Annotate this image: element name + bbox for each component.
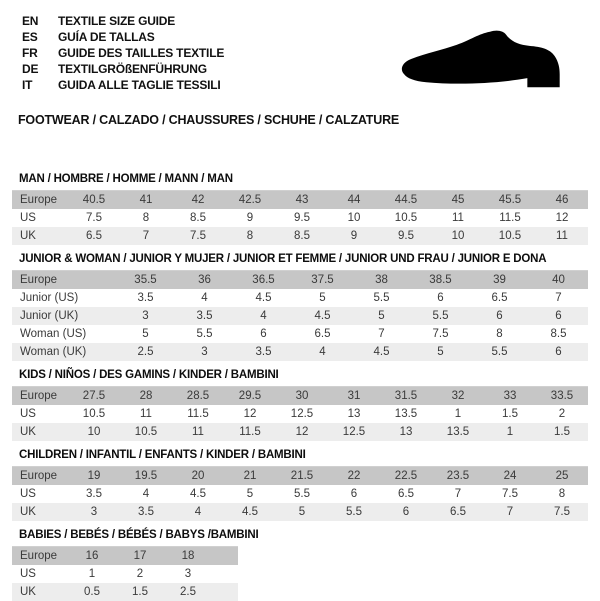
size-value-cell: 6 (496, 310, 503, 322)
size-value-cell: 10 (87, 426, 101, 438)
size-value-cell: 11 (192, 426, 204, 438)
size-value-cell: 2 (136, 568, 144, 580)
size-value-cell: 10.5 (498, 230, 522, 242)
size-value-cell: 16 (85, 550, 99, 562)
size-value-cell: 4.5 (255, 292, 272, 304)
size-value-cell: 7.5 (190, 230, 206, 242)
table-row (12, 209, 588, 227)
language-code: IT (22, 78, 33, 92)
size-value-cell: 13.5 (394, 408, 418, 420)
size-value-cell: 2.5 (180, 586, 196, 598)
size-value-cell: 10 (347, 212, 361, 224)
size-value-cell: 10.5 (394, 212, 418, 224)
section-man (0, 173, 600, 245)
size-value-cell: 8.5 (294, 230, 310, 242)
size-value-cell: 12.5 (342, 426, 366, 438)
language-title: TEXTILGRÖßENFÜHRUNG (58, 62, 207, 76)
size-value-cell: 7 (142, 230, 150, 242)
size-value-cell: 8 (246, 230, 254, 242)
size-value-cell: 41 (139, 194, 153, 206)
size-value-cell: 0.5 (84, 586, 100, 598)
table-row (12, 423, 588, 441)
size-value-cell: 6.5 (491, 292, 508, 304)
row-label: UK (20, 586, 36, 598)
table-row (12, 387, 588, 406)
table-row (12, 289, 588, 307)
table-row (12, 325, 588, 343)
language-code: ES (22, 30, 38, 44)
size-value-cell: 7 (506, 506, 514, 518)
size-value-cell: 2 (558, 408, 566, 420)
size-value-cell: 6.5 (314, 328, 331, 340)
size-value-cell: 38 (375, 274, 388, 286)
size-value-cell: 3 (184, 568, 192, 580)
size-value-cell: 31.5 (394, 390, 418, 402)
language-code: EN (22, 14, 39, 28)
category-title: FOOTWEAR / CALZADO / CHAUSSURES / SCHUHE / CALZATURE (18, 113, 400, 127)
row-label: US (20, 488, 36, 500)
row-label: Woman (US) (20, 328, 87, 340)
size-value-cell: 4.5 (314, 310, 331, 322)
section-title-man: MAN / HOMBRE / HOMME / MANN / MAN (19, 173, 233, 185)
table-row (12, 191, 588, 210)
size-value-cell: 1 (88, 568, 96, 580)
size-value-cell: 44.5 (394, 194, 418, 206)
section-babies (0, 529, 600, 601)
language-code: FR (22, 46, 38, 60)
children-size-table (12, 466, 588, 521)
size-value-cell: 4.5 (242, 506, 258, 518)
size-value-cell: 30 (295, 390, 309, 402)
size-value-cell: 11 (452, 212, 464, 224)
size-value-cell: 45 (451, 194, 465, 206)
size-value-cell: 5 (246, 488, 254, 500)
section-children (0, 449, 600, 521)
junior-woman-size-table (12, 270, 588, 361)
size-value-cell: 5 (437, 346, 444, 358)
size-value-cell: 28.5 (186, 390, 210, 402)
table-row (12, 583, 238, 601)
size-value-cell: 6.5 (86, 230, 102, 242)
size-value-cell: 46 (555, 194, 569, 206)
size-value-cell: 19 (87, 470, 101, 482)
dress-shoe-icon (398, 28, 590, 94)
size-value-cell: 43 (295, 194, 309, 206)
table-row (12, 503, 588, 521)
size-value-cell: 11.5 (187, 408, 209, 420)
header (0, 0, 600, 93)
size-value-cell: 22 (347, 470, 361, 482)
size-value-cell: 11.5 (239, 426, 261, 438)
table-row (12, 227, 588, 245)
size-value-cell: 2.5 (137, 346, 154, 358)
size-value-cell: 1.5 (554, 426, 570, 438)
size-value-cell: 44 (347, 194, 361, 206)
language-title: GUIDA ALLE TAGLIE TESSILI (58, 78, 221, 92)
row-label: US (20, 568, 36, 580)
babies-size-table (12, 546, 238, 601)
language-title: TEXTILE SIZE GUIDE (58, 14, 176, 28)
size-value-cell: 17 (133, 550, 147, 562)
size-tables (0, 173, 600, 601)
size-value-cell: 5.5 (346, 506, 362, 518)
section-junior-woman (0, 253, 600, 361)
size-value-cell: 33 (503, 390, 517, 402)
size-value-cell: 4 (319, 346, 326, 358)
size-value-cell: 4 (201, 292, 208, 304)
row-label: UK (20, 426, 36, 438)
size-value-cell: 5 (378, 310, 385, 322)
size-value-cell: 8 (496, 328, 503, 340)
size-value-cell: 3.5 (137, 292, 154, 304)
size-value-cell: 36.5 (252, 274, 275, 286)
size-value-cell: 13.5 (446, 426, 470, 438)
size-value-cell: 6 (555, 346, 562, 358)
size-value-cell: 23.5 (446, 470, 470, 482)
size-value-cell: 21.5 (290, 470, 314, 482)
size-value-cell: 3.5 (255, 346, 272, 358)
size-value-cell: 12 (295, 426, 309, 438)
size-value-cell: 33.5 (550, 390, 574, 402)
table-row (12, 343, 588, 361)
size-value-cell: 18 (181, 550, 195, 562)
section-title-junior-woman: JUNIOR & WOMAN / JUNIOR Y MUJER / JUNIOR ET FEMME / JUNIOR UND FRAU / JUNIOR E DONA (19, 253, 547, 265)
table-row (12, 467, 588, 486)
size-value-cell: 38.5 (429, 274, 452, 286)
size-value-cell: 3.5 (196, 310, 213, 322)
size-value-cell: 12 (243, 408, 257, 420)
row-label: UK (20, 506, 36, 518)
size-value-cell: 7 (378, 328, 385, 340)
size-value-cell: 5.5 (294, 488, 310, 500)
size-value-cell: 7.5 (554, 506, 570, 518)
size-value-cell: 37.5 (311, 274, 334, 286)
row-label: Woman (UK) (20, 346, 87, 358)
size-value-cell: 10.5 (82, 408, 106, 420)
size-value-cell: 3.5 (86, 488, 102, 500)
language-title: GUÍA DE TALLAS (58, 30, 155, 44)
kids-size-table (12, 386, 588, 441)
size-value-cell: 6 (350, 488, 358, 500)
section-kids (0, 369, 600, 441)
size-value-cell: 1.5 (132, 586, 148, 598)
table-row (12, 405, 588, 423)
size-value-cell: 20 (191, 470, 205, 482)
size-value-cell: 5 (319, 292, 326, 304)
size-value-cell: 6.5 (450, 506, 466, 518)
size-value-cell: 40 (552, 274, 565, 286)
size-value-cell: 5.5 (196, 328, 213, 340)
size-value-cell: 25 (555, 470, 569, 482)
size-value-cell: 24 (503, 470, 517, 482)
size-value-cell: 3.5 (138, 506, 154, 518)
section-title-babies: BABIES / BEBÉS / BÉBÉS / BABYS /BAMBINI (19, 529, 259, 541)
size-value-cell: 7 (454, 488, 462, 500)
row-label: US (20, 408, 36, 420)
size-value-cell: 27.5 (82, 390, 106, 402)
size-value-cell: 40.5 (82, 194, 106, 206)
row-label: UK (20, 230, 36, 242)
size-value-cell: 7 (555, 292, 562, 304)
size-value-cell: 39 (493, 274, 506, 286)
section-title-children: CHILDREN / INFANTIL / ENFANTS / KINDER / BAMBINI (19, 449, 306, 461)
size-value-cell: 11 (556, 230, 568, 242)
size-value-cell: 8.5 (550, 328, 567, 340)
row-label: Europe (20, 274, 58, 286)
size-value-cell: 35.5 (134, 274, 157, 286)
size-value-cell: 10 (451, 230, 465, 242)
size-value-cell: 9.5 (294, 212, 310, 224)
row-label: Europe (20, 194, 58, 206)
filler-cell (212, 565, 238, 583)
filler-cell (212, 547, 238, 566)
size-value-cell: 42.5 (238, 194, 262, 206)
row-label: Europe (20, 550, 58, 562)
row-label: Europe (20, 470, 58, 482)
size-value-cell: 45.5 (498, 194, 522, 206)
size-value-cell: 13 (399, 426, 413, 438)
language-title: GUIDE DES TAILLES TEXTILE (58, 46, 225, 60)
size-value-cell: 4 (260, 310, 267, 322)
row-label: US (20, 212, 36, 224)
size-value-cell: 1 (454, 408, 462, 420)
size-value-cell: 31 (347, 390, 361, 402)
size-value-cell: 6 (437, 292, 444, 304)
size-value-cell: 5 (298, 506, 306, 518)
language-row-en (22, 13, 600, 29)
row-label: Junior (UK) (20, 310, 79, 322)
size-value-cell: 22.5 (394, 470, 418, 482)
size-value-cell: 12 (555, 212, 569, 224)
size-value-cell: 3 (90, 506, 98, 518)
size-value-cell: 5.5 (432, 310, 449, 322)
size-value-cell: 6 (260, 328, 267, 340)
size-value-cell: 5.5 (373, 292, 390, 304)
size-value-cell: 29.5 (238, 390, 262, 402)
size-value-cell: 13 (347, 408, 361, 420)
table-row (12, 307, 588, 325)
size-value-cell: 8 (558, 488, 566, 500)
size-value-cell: 11 (140, 408, 152, 420)
size-value-cell: 4 (142, 488, 150, 500)
language-code: DE (22, 62, 39, 76)
table-row (12, 547, 238, 566)
size-value-cell: 19.5 (134, 470, 158, 482)
size-value-cell: 11.5 (499, 212, 521, 224)
size-value-cell: 8.5 (190, 212, 206, 224)
size-value-cell: 4.5 (190, 488, 206, 500)
size-value-cell: 36 (198, 274, 211, 286)
size-value-cell: 6.5 (398, 488, 414, 500)
section-title-kids: KIDS / NIÑOS / DES GAMINS / KINDER / BAMBINI (19, 369, 279, 381)
size-value-cell: 4 (194, 506, 202, 518)
filler-cell (212, 583, 238, 601)
size-value-cell: 4.5 (373, 346, 390, 358)
size-value-cell: 21 (243, 470, 257, 482)
size-value-cell: 5 (142, 328, 149, 340)
table-row (12, 565, 238, 583)
size-value-cell: 1 (506, 426, 514, 438)
size-value-cell: 7.5 (432, 328, 449, 340)
size-value-cell: 6 (555, 310, 562, 322)
size-value-cell: 3 (201, 346, 208, 358)
table-row (12, 271, 588, 290)
size-value-cell: 9 (246, 212, 254, 224)
size-value-cell: 7.5 (502, 488, 518, 500)
size-value-cell: 32 (451, 390, 465, 402)
size-value-cell: 42 (191, 194, 205, 206)
size-value-cell: 9.5 (398, 230, 414, 242)
size-value-cell: 12.5 (290, 408, 314, 420)
size-value-cell: 8 (142, 212, 150, 224)
size-value-cell: 7.5 (86, 212, 102, 224)
size-value-cell: 6 (402, 506, 410, 518)
man-size-table (12, 190, 588, 245)
table-row (12, 485, 588, 503)
size-value-cell: 28 (139, 390, 153, 402)
size-value-cell: 5.5 (491, 346, 508, 358)
size-value-cell: 3 (142, 310, 149, 322)
size-value-cell: 10.5 (134, 426, 158, 438)
row-label: Junior (US) (20, 292, 79, 304)
size-value-cell: 1.5 (502, 408, 518, 420)
size-value-cell: 9 (350, 230, 358, 242)
row-label: Europe (20, 390, 58, 402)
